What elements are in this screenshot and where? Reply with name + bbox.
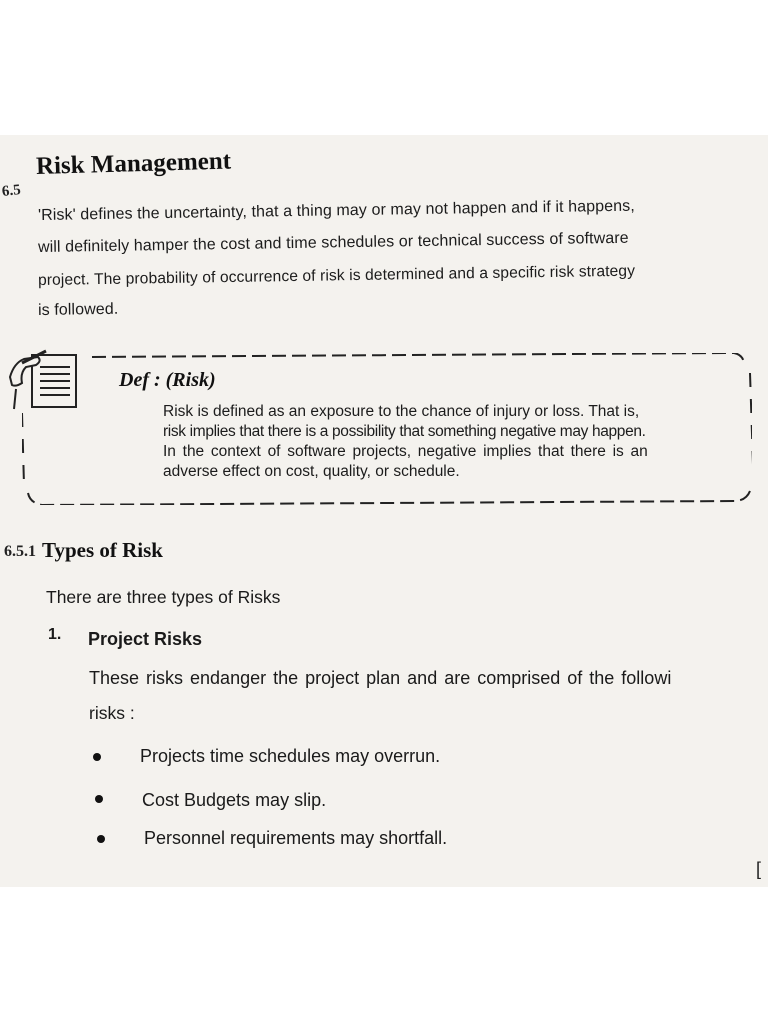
definition-line: risk implies that there is a possibility that something negative may happen. bbox=[163, 423, 646, 440]
paragraph-line: will definitely hamper the cost and time schedules or technical success of software bbox=[37, 229, 629, 256]
book-page bbox=[0, 135, 768, 887]
list-item-desc-line: risks : bbox=[89, 703, 135, 723]
page-corner-mark: [ bbox=[756, 859, 762, 879]
bullet-icon bbox=[95, 795, 103, 803]
bullet-item: Personnel requirements may shortfall. bbox=[144, 828, 448, 848]
list-item-title: Project Risks bbox=[88, 629, 203, 649]
bullet-icon bbox=[97, 835, 105, 843]
bullet-item: Projects time schedules may overrun. bbox=[140, 746, 441, 766]
subsection-title: Types of Risk bbox=[42, 538, 163, 562]
paragraph-line: project. The probability of occurrence of risk is determined and a specific risk strategy bbox=[37, 262, 636, 289]
paragraph-line: is followed. bbox=[37, 300, 119, 319]
bullet-icon bbox=[93, 753, 101, 761]
subsection-intro: There are three types of Risks bbox=[46, 587, 281, 607]
section-title: Risk Management bbox=[35, 147, 232, 180]
section-number: 6.5 bbox=[1, 182, 22, 200]
list-item-number: 1. bbox=[48, 626, 62, 643]
definition-line: Risk is defined as an exposure to the chance of injury or loss. That is, bbox=[163, 403, 640, 420]
definition-box bbox=[22, 353, 752, 505]
bullet-item: Cost Budgets may slip. bbox=[142, 790, 327, 810]
list-item-desc-line: These risks endanger the project plan and are comprised of the followi bbox=[89, 668, 672, 688]
definition-line: In the context of software projects, negative implies that there is an bbox=[163, 443, 648, 460]
subsection-number: 6.5.1 bbox=[4, 543, 36, 560]
definition-title: Def : (Risk) bbox=[119, 369, 216, 391]
definition-line: adverse effect on cost, quality, or schedule. bbox=[163, 463, 460, 480]
note-with-pen-icon bbox=[8, 349, 80, 413]
paragraph-line: 'Risk' defines the uncertainty, that a thing may or may not happen and if it happens, bbox=[37, 197, 635, 224]
